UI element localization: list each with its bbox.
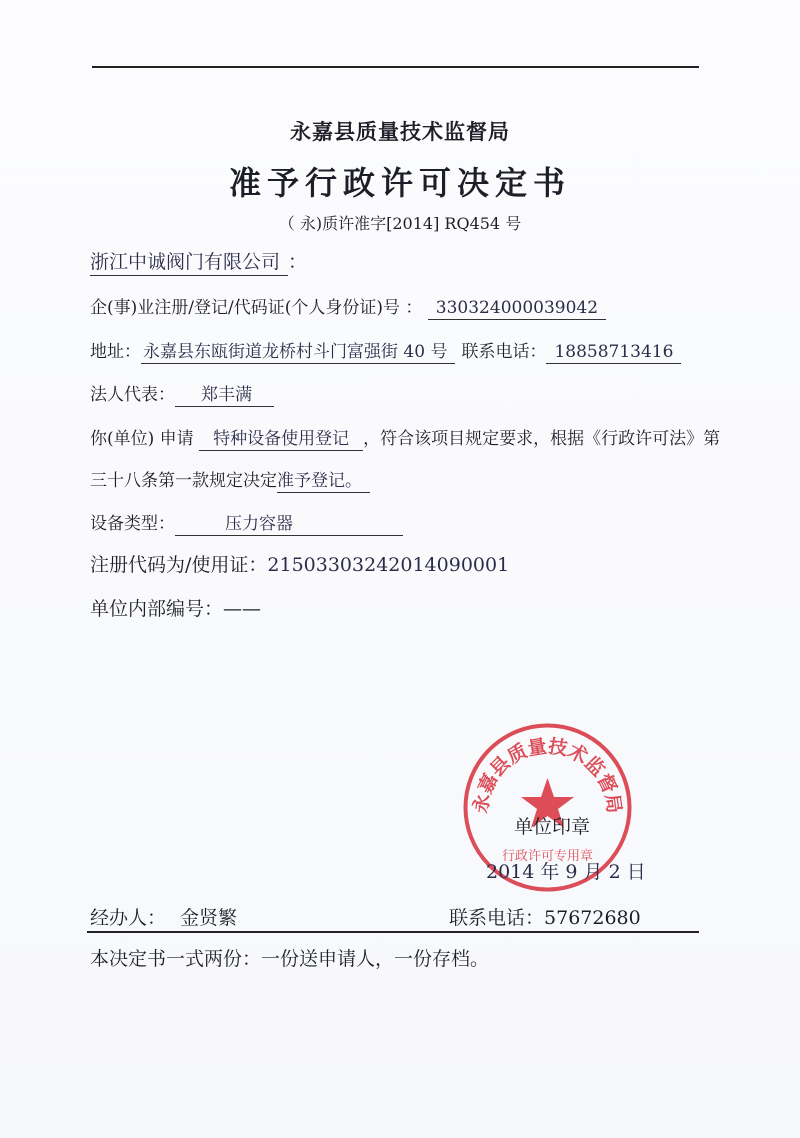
- decision-line-2: [90, 466, 370, 493]
- equipment-type-label: 设备类型：: [90, 514, 175, 534]
- agency-name: 永嘉县质量技术监督局: [290, 120, 510, 144]
- legal-rep-line: [90, 380, 274, 407]
- legal-rep-label: 法人代表：: [90, 385, 175, 405]
- applicant-colon: ：: [288, 251, 308, 273]
- document-title: 准予行政许可决定书: [228, 164, 571, 202]
- decision-line-1: [90, 424, 720, 451]
- internal-no-label: 单位内部编号：: [90, 598, 224, 620]
- handler-label: 经办人：: [90, 907, 167, 929]
- handler-name: 金贤繁: [180, 907, 238, 929]
- reg-code-label: 注册代码为/使用证：: [90, 554, 268, 576]
- registration-number: 330324000039042: [428, 298, 606, 320]
- applicant-company: 浙江中诚阀门有限公司: [90, 247, 288, 276]
- registration-line: [90, 293, 606, 320]
- phone-label: 联系电话：: [461, 342, 547, 362]
- decision-suffix: ，符合该项目规定要求，根据《行政许可法》第: [363, 429, 721, 449]
- phone-value: 18858713416: [546, 342, 681, 364]
- top-rule: [92, 66, 699, 68]
- reg-code-line: [90, 550, 509, 577]
- contact-number: 57672680: [544, 907, 641, 929]
- address-label: 地址：: [90, 342, 141, 362]
- reg-code-value: 21503303242014090001: [267, 554, 510, 576]
- contact-line: [449, 903, 641, 930]
- internal-no-line: [90, 594, 261, 621]
- handler-line: [90, 903, 237, 930]
- legal-rep-value: 郑丰满: [175, 380, 274, 407]
- contact-label: 联系电话：: [449, 907, 545, 929]
- seal-date: 2014 年 9 月 2 日: [486, 861, 646, 883]
- address-line: [90, 337, 681, 364]
- decision-prefix: 你(单位) 申请: [90, 429, 194, 449]
- decision-result: 准予登记。: [277, 466, 370, 493]
- seal-bottom-text: 行政许可专用章: [501, 849, 594, 864]
- registration-label: 企(事)业注册/登记/代码证(个人身份证)号 ：: [90, 298, 423, 318]
- permit-item: 特种设备使用登记: [199, 424, 363, 451]
- decision-line2-prefix: 三十八条第一款规定决定: [90, 471, 277, 491]
- equipment-type-line: [90, 509, 403, 536]
- equipment-type-value: 压力容器: [175, 509, 403, 536]
- seal-caption: 单位印章: [514, 816, 591, 838]
- document-number: （ 永)质许准字[2014] RQ454 号: [278, 214, 522, 233]
- applicant-line: [90, 247, 307, 276]
- seal-arc-text: 永嘉县质量技术监督局: [469, 735, 626, 815]
- copies-note: 本决定书一式两份：一份送申请人，一份存档。: [90, 948, 490, 970]
- bottom-rule: [87, 931, 699, 933]
- address-value: 永嘉县东瓯街道龙桥村斗门富强街 40 号: [141, 337, 455, 364]
- internal-no-value: ——: [223, 598, 262, 620]
